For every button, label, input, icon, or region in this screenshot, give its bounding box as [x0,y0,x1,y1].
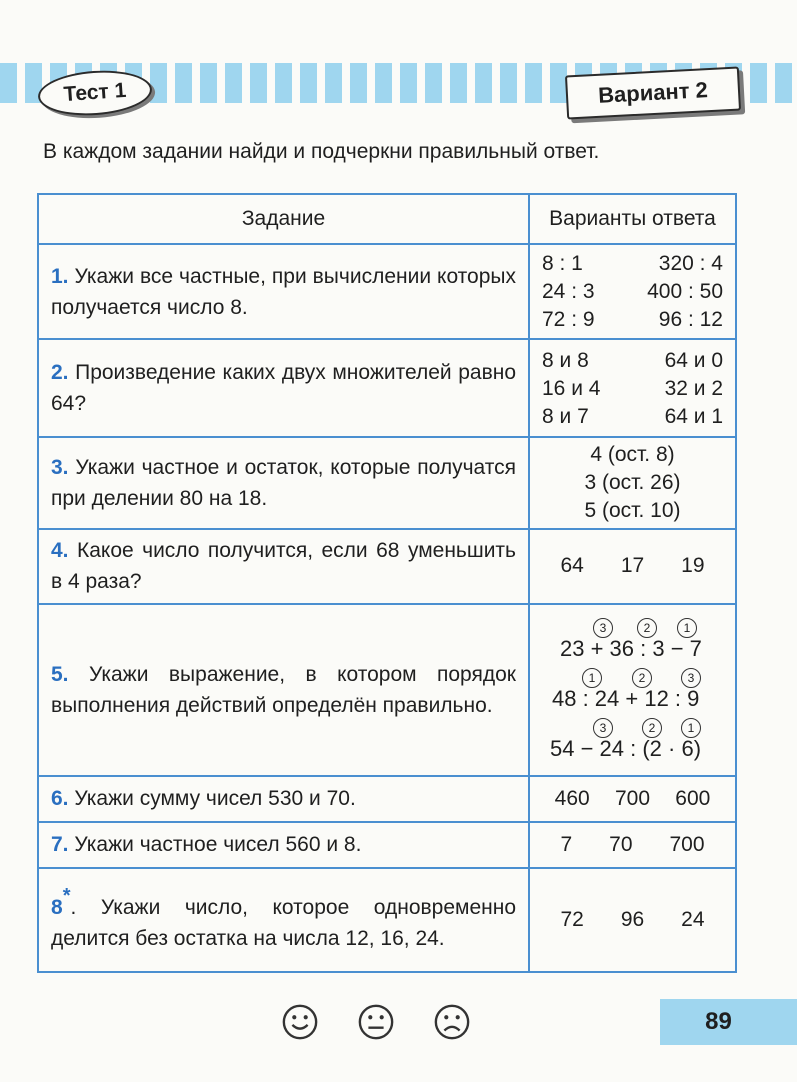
column-header-task: Задание [38,194,529,244]
task-1-answers [529,244,736,339]
answer-option[interactable]: 70 [609,832,633,856]
task-number: 3. [51,456,69,480]
variant-label: Вариант 2 [565,66,741,119]
task-row-8 [38,868,736,972]
task-row-5 [38,604,736,776]
expression-option[interactable] [538,668,727,712]
expression-text: 54 − 24 : (2 · 6) [550,735,702,761]
task-7-answers [529,822,736,868]
task-question: Укажи все частные, при вычислении которых получается число 8. [51,264,516,319]
page-number: 89 [660,999,797,1045]
neutral-face-icon[interactable] [357,1003,395,1041]
order-mark: 1 [677,618,697,638]
expression-text: 23 + 36 : 3 − 7 [560,635,702,661]
task-question: Какое число получится, если 68 уменьшить в 4 раза? [51,539,516,594]
task-row-3 [38,437,736,529]
order-mark: 2 [632,668,652,688]
task-row-2 [38,339,736,437]
answer-option[interactable]: 96 : 12 [658,308,723,332]
task-row-6 [38,776,736,822]
task-row-7 [38,822,736,868]
answer-option[interactable]: 700 [669,832,705,856]
answer-option[interactable]: 72 : 9 [542,308,595,332]
answer-option[interactable]: 17 [620,554,645,578]
smiley-face-icon[interactable] [281,1003,319,1041]
answer-option[interactable]: 460 [554,786,590,810]
answer-option[interactable]: 8 и 7 [542,404,589,428]
answer-option[interactable]: 64 [560,554,584,578]
self-assessment-faces [281,1003,471,1041]
task-question: Укажи частное чисел 560 и 8. [74,833,362,857]
task-6-text [38,776,529,822]
expression-text: 48 : 24 + 12 : 9 [552,685,700,711]
task-3-answers [529,437,736,529]
task-question: Произведение каких двух множителей равно 64? [51,361,517,416]
task-number: 6. [51,787,69,811]
expression-option[interactable] [538,618,727,662]
task-5-text [38,604,529,776]
task-8-answers [529,868,736,972]
task-number [51,885,71,920]
task-question: . Укажи число, которое одновременно делится без остатка на числа 12, 16, 24. [51,896,516,951]
task-8-text [38,868,529,972]
task-2-text [38,339,529,437]
order-mark: 3 [593,618,613,638]
expression-option[interactable] [538,718,727,762]
answer-option[interactable]: 96 [620,907,645,931]
answer-option[interactable]: 320 : 4 [658,252,723,276]
order-mark: 1 [582,668,602,688]
answer-option[interactable]: 72 [560,907,584,931]
answer-option[interactable]: 19 [681,554,705,578]
answer-option[interactable]: 4 (ост. 8) [590,443,675,467]
answer-option[interactable]: 64 и 1 [664,404,723,428]
answer-option[interactable]: 32 и 2 [664,376,723,400]
asterisk-icon: * [62,885,71,908]
sad-face-icon[interactable] [433,1003,471,1041]
answer-option[interactable]: 16 и 4 [542,376,601,400]
task-row-4 [38,529,736,603]
task-question: Укажи сумму чисел 530 и 70. [74,787,356,811]
task-question: Укажи выражение, в котором порядок выполнения действий определён правильно. [51,662,516,717]
task-3-text [38,437,529,529]
answer-option[interactable]: 8 : 1 [542,252,583,276]
task-number: 5. [51,662,69,686]
order-mark: 1 [681,718,701,738]
task-5-answers [529,604,736,776]
task-1-text [38,244,529,339]
task-row-1 [38,244,736,339]
table-header-row [38,194,736,244]
answer-option[interactable]: 5 (ост. 10) [584,499,681,523]
task-2-answers [529,339,736,437]
instruction-text: В каждом задании найди и подчеркни правильный ответ. [43,140,600,163]
answer-option[interactable]: 600 [675,786,711,810]
task-4-answers [529,529,736,603]
task-number-digit: 8 [51,896,63,920]
answer-option[interactable]: 400 : 50 [647,280,723,304]
answer-option[interactable]: 700 [614,786,651,810]
order-mark: 3 [681,668,701,688]
task-7-text [38,822,529,868]
order-mark: 2 [642,718,662,738]
answer-option[interactable]: 24 : 3 [542,280,595,304]
task-number: 2. [51,361,69,385]
answer-option[interactable]: 24 [681,907,705,931]
tasks-table [37,193,737,973]
answer-option[interactable]: 7 [560,832,573,856]
answer-option[interactable]: 8 и 8 [542,348,589,372]
column-header-answers: Варианты ответа [529,194,736,244]
order-mark: 3 [593,718,613,738]
task-question: Укажи частное и остаток, которые получатся при делении 80 на 18. [51,456,516,511]
task-6-answers [529,776,736,822]
task-number: 4. [51,539,69,563]
task-number: 1. [51,264,69,288]
order-mark: 2 [637,618,657,638]
answer-option[interactable]: 64 и 0 [664,348,723,372]
answer-option[interactable]: 3 (ост. 26) [584,471,681,495]
test-label: Тест 1 [37,67,154,119]
task-number: 7. [51,833,69,857]
task-4-text [38,529,529,603]
